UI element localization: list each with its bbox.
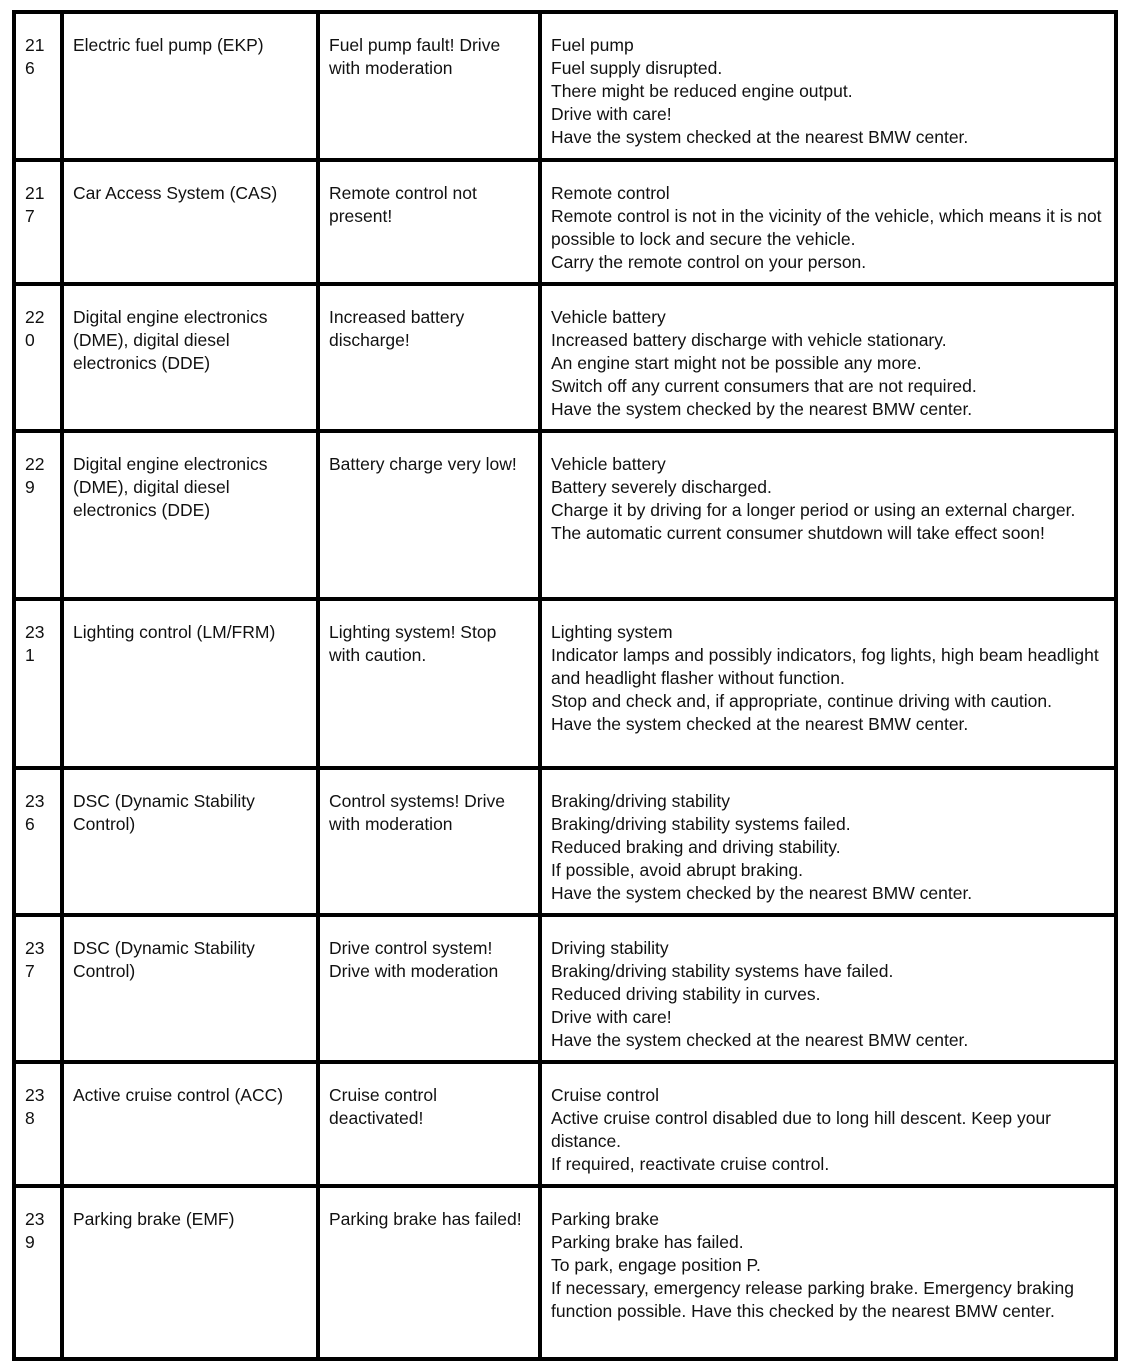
- detail-line: Fuel supply disrupted.: [551, 58, 723, 78]
- system-name: Digital engine electronics (DME), digital diesel electronics (DDE): [62, 284, 318, 431]
- detail-line: Stop and check and, if appropriate, continue driving with caution.: [551, 691, 1053, 711]
- detail-line: An engine start might not be possible any more.: [551, 353, 922, 373]
- detail-line: If required, reactivate cruise control.: [551, 1154, 830, 1174]
- detail-line: Switch off any current consumers that are not required.: [551, 376, 977, 396]
- table-row: [14, 599, 1116, 768]
- detail-line: Reduced braking and driving stability.: [551, 837, 841, 857]
- detail-line: Battery severely discharged.: [551, 477, 772, 497]
- detail-line: If necessary, emergency release parking brake. Emergency braking function possible. Have this checked by the nearest BMW center.: [551, 1278, 1074, 1321]
- message-details: [540, 160, 1116, 284]
- system-name: DSC (Dynamic Stability Control): [62, 915, 318, 1062]
- message-number: 238: [14, 1062, 62, 1186]
- detail-title: Remote control: [551, 183, 670, 203]
- check-control-message-table: [12, 10, 1118, 1361]
- detail-line: Active cruise control disabled due to long hill descent. Keep your distance.: [551, 1108, 1052, 1151]
- detail-line: There might be reduced engine output.: [551, 81, 853, 101]
- system-name: Parking brake (EMF): [62, 1186, 318, 1359]
- message-number: 217: [14, 160, 62, 284]
- message-details: [540, 284, 1116, 431]
- detail-line: Have the system checked at the nearest BMW center.: [551, 714, 969, 734]
- detail-title: Vehicle battery: [551, 307, 666, 327]
- message-number: 220: [14, 284, 62, 431]
- detail-line: Charge it by driving for a longer period or using an external charger.: [551, 500, 1076, 520]
- detail-line: Indicator lamps and possibly indicators, fog lights, high beam headlight and headlight flasher without function.: [551, 645, 1099, 688]
- detail-line: Drive with care!: [551, 1007, 672, 1027]
- message-number: 239: [14, 1186, 62, 1359]
- message-details: [540, 12, 1116, 160]
- message-details: [540, 915, 1116, 1062]
- detail-line: Increased battery discharge with vehicle stationary.: [551, 330, 947, 350]
- detail-line: Parking brake has failed.: [551, 1232, 744, 1252]
- table-row: [14, 12, 1116, 160]
- system-name: Digital engine electronics (DME), digital diesel electronics (DDE): [62, 431, 318, 599]
- display-message: Drive control system! Drive with moderation: [318, 915, 540, 1062]
- message-number: 229: [14, 431, 62, 599]
- display-message: Battery charge very low!: [318, 431, 540, 599]
- message-details: [540, 1062, 1116, 1186]
- detail-title: Braking/driving stability: [551, 791, 730, 811]
- detail-line: To park, engage position P.: [551, 1255, 761, 1275]
- system-name: Car Access System (CAS): [62, 160, 318, 284]
- display-message: Lighting system! Stop with caution.: [318, 599, 540, 768]
- detail-line: Drive with care!: [551, 104, 672, 124]
- message-number: 237: [14, 915, 62, 1062]
- table-row: [14, 1186, 1116, 1359]
- detail-line: Have the system checked at the nearest BMW center.: [551, 127, 969, 147]
- display-message: Cruise control deactivated!: [318, 1062, 540, 1186]
- system-name: Lighting control (LM/FRM): [62, 599, 318, 768]
- detail-line: The automatic current consumer shutdown will take effect soon!: [551, 523, 1045, 543]
- table-row: [14, 160, 1116, 284]
- display-message: Increased battery discharge!: [318, 284, 540, 431]
- detail-title: Parking brake: [551, 1209, 659, 1229]
- message-number: 236: [14, 768, 62, 915]
- detail-line: Have the system checked by the nearest BMW center.: [551, 399, 973, 419]
- display-message: Remote control not present!: [318, 160, 540, 284]
- display-message: Fuel pump fault! Drive with moderation: [318, 12, 540, 160]
- detail-line: Braking/driving stability systems failed.: [551, 814, 851, 834]
- table-row: [14, 915, 1116, 1062]
- detail-title: Lighting system: [551, 622, 673, 642]
- detail-line: Braking/driving stability systems have failed.: [551, 961, 894, 981]
- message-details: [540, 768, 1116, 915]
- detail-title: Cruise control: [551, 1085, 659, 1105]
- detail-line: Carry the remote control on your person.: [551, 252, 867, 272]
- system-name: Electric fuel pump (EKP): [62, 12, 318, 160]
- system-name: Active cruise control (ACC): [62, 1062, 318, 1186]
- message-details: [540, 431, 1116, 599]
- detail-title: Fuel pump: [551, 35, 634, 55]
- message-details: [540, 599, 1116, 768]
- display-message: Control systems! Drive with moderation: [318, 768, 540, 915]
- message-number: 216: [14, 12, 62, 160]
- detail-line: If possible, avoid abrupt braking.: [551, 860, 803, 880]
- message-number: 231: [14, 599, 62, 768]
- table-row: [14, 284, 1116, 431]
- detail-title: Vehicle battery: [551, 454, 666, 474]
- detail-line: Have the system checked by the nearest BMW center.: [551, 883, 973, 903]
- detail-line: Reduced driving stability in curves.: [551, 984, 821, 1004]
- table-row: [14, 1062, 1116, 1186]
- table-row: [14, 431, 1116, 599]
- detail-line: Have the system checked at the nearest BMW center.: [551, 1030, 969, 1050]
- message-details: [540, 1186, 1116, 1359]
- detail-title: Driving stability: [551, 938, 669, 958]
- display-message: Parking brake has failed!: [318, 1186, 540, 1359]
- system-name: DSC (Dynamic Stability Control): [62, 768, 318, 915]
- table-row: [14, 768, 1116, 915]
- detail-line: Remote control is not in the vicinity of the vehicle, which means it is not possible to lock and secure the vehicle.: [551, 206, 1102, 249]
